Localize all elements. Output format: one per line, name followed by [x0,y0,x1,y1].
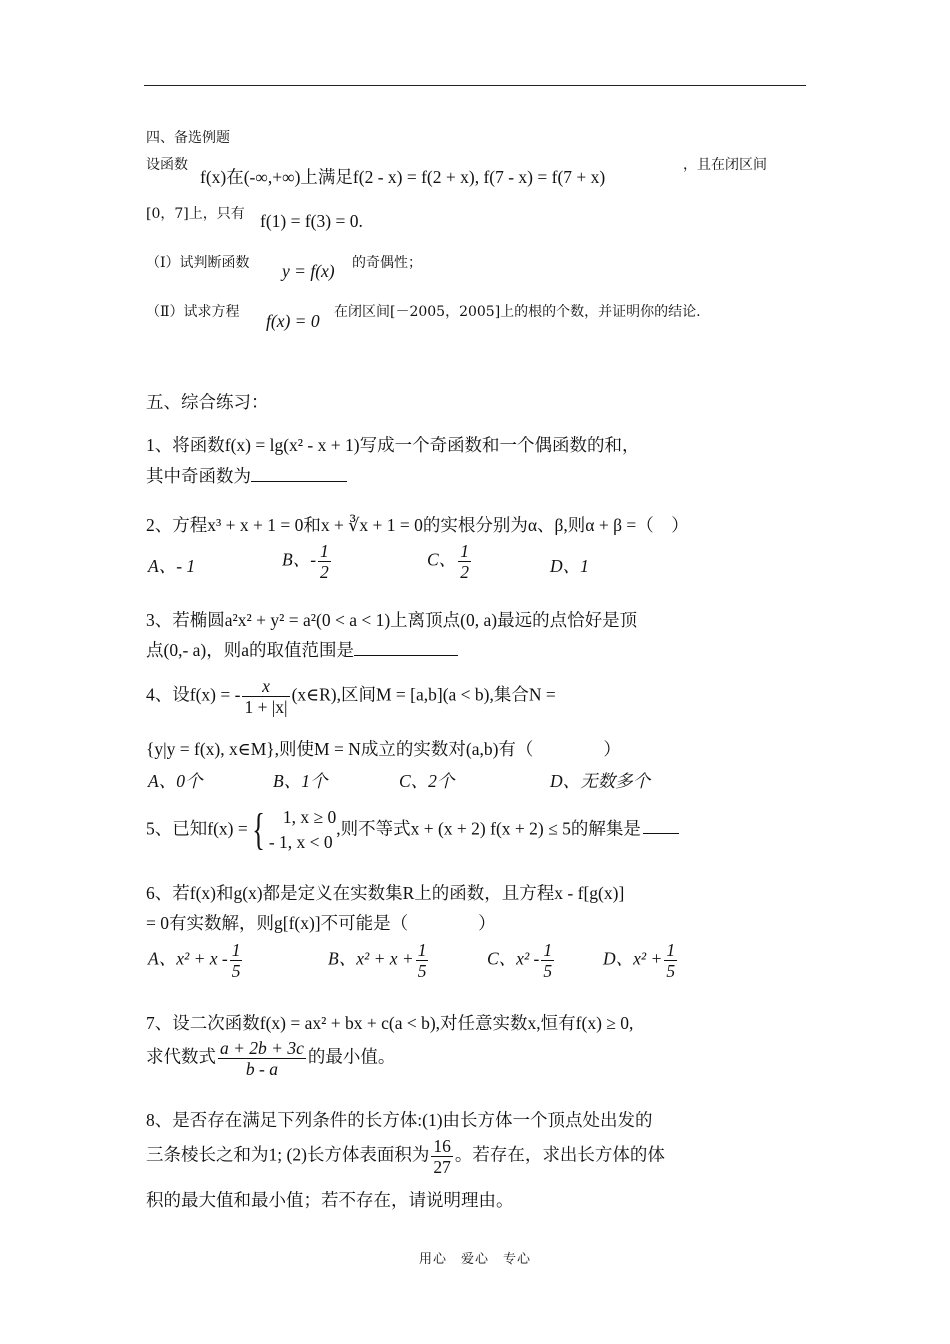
line2-math: f(1) = f(3) = 0. [260,211,363,231]
p4-option-d: D、无数多个 [550,771,651,791]
q2-tail: 在闭区间[－2005，2005]上的根的个数，并证明你的结论. [334,304,701,320]
p4-option-b: B、1个 [273,771,328,791]
fraction-numerator: 1 [231,940,241,960]
intro-label: 设函数 [146,157,188,173]
p5-piecewise [269,805,336,856]
p4-option-c: C、2个 [399,771,455,791]
p5-suffix: ,则不等式x + (x + 2) f(x + 2) ≤ 5的解集是 [336,818,641,839]
p6-option-c [487,940,556,981]
p6-line1: 6、若f(x)和g(x)都是定义在实数集R上的函数，且方程x - f[g(x)] [146,883,625,903]
p2-option-d: D、1 [550,556,589,576]
p6-option-a-fraction [230,940,243,981]
fraction-numerator: 16 [433,1136,451,1156]
fraction-numerator: 1 [320,541,329,561]
fraction-numerator: 1 [417,940,427,960]
p1-line2-text: 其中奇函数为 [146,466,251,486]
p4-line2: {y|y = f(x), x∈M},则使M = N成立的实数对(a,b)有（ ） [146,739,621,759]
p3-line2-text: 点(0,- a)，则a的取值范围是 [146,640,355,660]
fraction-numerator: 1 [666,940,676,960]
left-brace: { [251,805,265,855]
p7-line2 [146,1038,395,1079]
fraction-denominator: 5 [231,961,241,982]
section4-intro [146,154,188,174]
q2-math: f(x) = 0 [266,311,320,331]
p6-option-b-fraction [416,940,429,981]
p6-option-b [328,940,430,981]
page-footer: 用心 爱心 专心 [418,1252,531,1267]
p1-line2 [146,463,347,488]
header-rule [144,85,806,86]
p2-option-b [282,541,333,582]
fraction-denominator: 27 [433,1157,451,1178]
intro-math: f(x)在(-∞,+∞)上满足f(2 - x) = f(2 + x), f(7 - x) = f(7 + x) [200,167,606,187]
p6-option-c-label: C、x² - [487,948,540,969]
p2-line1: 2、方程x³ + x + 1 = 0和x + ∛x + 1 = 0的实根分别为α、β,则α + β =（ ） [146,515,689,535]
p2-option-b-label: B、- [282,549,317,570]
p5-case-2: - 1, x < 0 [268,832,333,853]
fraction-numerator: 1 [460,541,469,561]
p2-option-c-label: C、 [427,549,457,570]
line2-text: [0，7]上，只有 [146,206,245,222]
p8-line3: 积的最大值和最小值；若不存在，请说明理由。 [146,1190,514,1210]
fraction-denominator: 5 [417,961,427,982]
p6-option-b-label: B、x² + x + [328,948,414,969]
p6-option-a [148,940,244,981]
p4-prefix: 4、设f(x) = - [146,684,241,705]
fraction-numerator: x [242,676,289,697]
intro-tail: ，且在闭区间 [683,157,767,173]
fraction-denominator: 2 [460,562,469,583]
p6-option-d [603,940,679,981]
p6-option-c-fraction [541,940,554,981]
p2-option-c [427,541,473,582]
p5-case-1: 1, x ≥ 0 [282,807,337,827]
p1-answer-blank [251,464,347,483]
section5-heading: 五、综合练习： [146,393,269,413]
fraction-denominator: 5 [543,961,553,982]
fraction-denominator: b - a [245,1059,278,1080]
p4-option-a: A、0个 [148,771,203,791]
p4-fraction [242,676,289,717]
p3-line2 [146,637,458,662]
section4-heading: 四、备选例题 [146,130,230,146]
p8-prefix: 三条棱长之和为1; (2)长方体表面积为 [146,1144,430,1165]
p4-suffix: (x∈R),区间M = [a,b](a < b),集合N = [291,684,556,705]
p3-answer-blank [354,638,458,657]
p3-line1: 3、若椭圆a²x² + y² = a²(0 < a < 1)上离顶点(0, a)最远的点恰好是顶 [146,610,638,630]
p6-option-a-label: A、x² + x - [148,948,228,969]
p8-fraction [431,1136,453,1177]
p5-line1 [146,805,679,856]
fraction-denominator: 2 [320,562,329,583]
p8-line2 [146,1136,665,1177]
fraction-denominator: 1 + |x| [244,697,288,718]
q1-tail: 的奇偶性； [352,255,422,271]
p8-line1: 8、是否存在满足下列条件的长方体:(1)由长方体一个顶点处出发的 [146,1110,653,1130]
q1-math: y = f(x) [282,261,335,281]
p2-option-a: A、- 1 [148,556,196,576]
p5-prefix: 5、已知f(x) = [146,818,248,839]
p1-line1: 1、将函数f(x) = lg(x² - x + 1)写成一个奇函数和一个偶函数的和， [146,435,640,455]
fraction-numerator: 1 [543,940,553,960]
p2-option-c-fraction [458,541,471,582]
fraction-denominator: 5 [666,961,676,982]
p5-answer-blank [643,816,679,835]
p7-prefix: 求代数式 [146,1046,216,1067]
q2-text: （Ⅱ）试求方程 [146,304,240,320]
p8-suffix: 。若存在，求出长方体的体 [454,1144,665,1165]
p7-line1: 7、设二次函数f(x) = ax² + bx + c(a < b),对任意实数x,恒有f(x) ≥ 0, [146,1013,634,1033]
fraction-numerator: a + 2b + 3c [220,1038,304,1058]
p6-option-d-label: D、x² + [603,948,663,969]
p6-option-d-fraction [664,940,677,981]
p2-option-b-fraction [318,541,331,582]
p7-suffix: 的最小值。 [307,1046,396,1067]
p7-fraction [218,1038,306,1079]
q1-text: （Ⅰ）试判断函数 [146,255,250,271]
p6-line2: = 0有实数解，则g[f(x)]不可能是（ ） [146,913,496,933]
p4-line1 [146,676,556,717]
